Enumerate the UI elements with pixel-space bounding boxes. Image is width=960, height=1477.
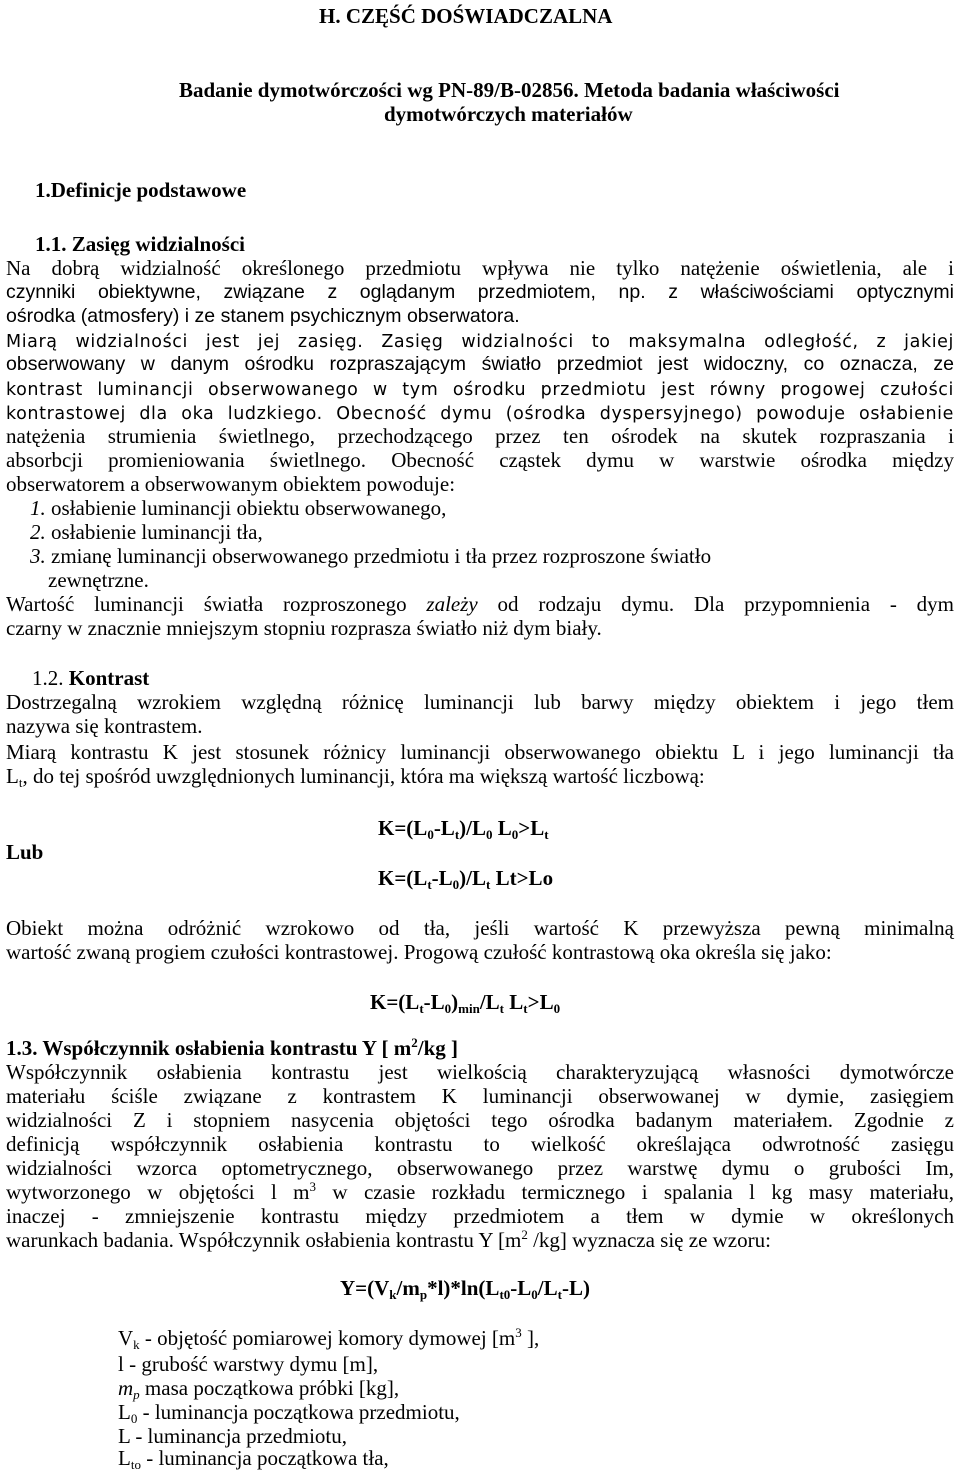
heading-text: /kg ] (417, 1036, 459, 1060)
formula-part: >L (527, 990, 554, 1014)
list-item (30, 496, 446, 520)
paragraph-fragment: kontrast luminancji obserwowanego w tym ośrodku przedmiotu jest równy progowej czułości (6, 380, 954, 400)
subscript: 0 (130, 1411, 138, 1426)
definition-text: - luminancja początkowa przedmiotu, (137, 1400, 460, 1424)
formula-part: -L (431, 866, 453, 890)
paragraph-line: Na dobrą widzialność określonego przedmiotu wpływa nie tylko natężenie oświetlenia, ale i (6, 256, 954, 280)
formula-part: >L (518, 816, 545, 840)
superscript: 3 (309, 1179, 317, 1194)
formula-part: )/L (459, 816, 486, 840)
paragraph-line: widzialności wzorca optometrycznego, obserwowanego przez warstwę dymu o grubości Im, (6, 1156, 954, 1180)
definition-text: - grubość warstwy dymu [m], (123, 1352, 379, 1376)
paragraph-line: inaczej - zmniejszenie kontrastu między przedmiotem a tłem w dymie w określonych (6, 1204, 954, 1228)
symbol: m (118, 1376, 134, 1400)
paragraph-line: Dostrzegalną wzrokiem względną różnicę luminancji lub barwy między obiektem i jego tłem (6, 690, 954, 714)
subscript: t (499, 1001, 505, 1016)
paragraph-fragment: kontrastowej dla oka ludzkiego. Obecność dymu (ośrodka dyspersyjnego) powoduje osłabienie (6, 404, 954, 424)
paragraph-line: Obiekt można odróżnić wzrokowo od tła, jeśli wartość K przewyższa pewną minimalną (6, 916, 954, 940)
heading-number: 1.3. (6, 1036, 38, 1060)
lub-label: Lub (6, 840, 44, 864)
text-run: Wartość luminancji światła rozproszonego (6, 592, 427, 616)
list-number: 2. (30, 520, 46, 544)
paragraph-line (6, 1180, 954, 1204)
heading-text: Współczynnik osłabienia kontrastu Y [ m (37, 1036, 412, 1060)
subscript: t (486, 877, 491, 892)
superscript: 3 (515, 1325, 522, 1340)
definition-item (118, 1352, 378, 1376)
paragraph-line (6, 376, 954, 402)
formula-part: -L (433, 816, 455, 840)
symbol: L (118, 1400, 131, 1424)
subscript: t (557, 1287, 562, 1302)
subscript: k (133, 1337, 140, 1352)
symbol: V (118, 1326, 134, 1350)
definition-text: - luminancja początkowa tła, (140, 1446, 389, 1470)
list-text: osłabienie luminancji tła, (45, 520, 263, 544)
paragraph-line: czynniki obiektywne, związane z oglądanym przedmiotem, np. z właściwościami optycznymi (6, 281, 954, 303)
section-heading-1-1: 1.1. Zasięg widzialności (35, 232, 246, 256)
formula-part: K=(L (378, 816, 428, 840)
paragraph-line: Współczynnik osłabienia kontrastu jest wielkością charakteryzującą własności dymotwórcze (6, 1060, 954, 1084)
formula-part: /L (537, 1276, 558, 1300)
formula-attenuation (340, 1276, 590, 1307)
paragraph-line: nazywa się kontrastem. (6, 714, 203, 738)
paragraph-line: czarny w znacznie mniejszym stopniu rozprasza światło niż dym biały. (6, 616, 602, 640)
formula-part: *l)*ln(L (427, 1276, 500, 1300)
emphasis: zależy (426, 592, 478, 616)
paragraph-line (6, 328, 954, 354)
subscript: t0 (499, 1287, 511, 1302)
subscript: 0 (444, 1001, 452, 1016)
subscript: t (454, 827, 460, 842)
formula-part: -L (423, 990, 445, 1014)
formula-part: Y=(V (340, 1276, 390, 1300)
doc-title-line1: Badanie dymotwórczości wg PN-89/B-02856. Metoda badania właściwości (179, 78, 840, 102)
paragraph-line: absorbcji promieniowania świetlnego. Obecność cząstek dymu w warstwie ośrodka między (6, 448, 954, 472)
definition-text: ], (521, 1326, 540, 1350)
subscript: t (523, 1001, 528, 1016)
paragraph-line: obserwatorem a obserwowanym obiektem powoduje: (6, 472, 456, 496)
list-item-continuation: zewnętrzne. (48, 568, 149, 592)
paragraph-fragment: Miarą widzialności jest jej zasięg. Zasięg widzialności to maksymalna odległość, z jakiej (6, 332, 954, 352)
formula-part: L (504, 990, 524, 1014)
text-run: w czasie rozkładu termicznego i spalania l kg masy materiału, (316, 1180, 954, 1204)
paragraph-line: widzialności Z i stopniem nasycenia objętości tego ośrodka badanym materiałem. Zgodnie z (6, 1108, 954, 1132)
definition-item (118, 1424, 347, 1448)
definition-text: - objętość pomiarowej komory dymowej [m (139, 1326, 516, 1350)
subscript: 0 (452, 877, 460, 892)
subscript: to (130, 1457, 141, 1472)
paragraph-line: definicją współczynnik osłabienia kontrastu to wielkość określająca odwrotność zasięgu (6, 1132, 954, 1156)
list-item (30, 520, 263, 544)
formula-contrast-2 (378, 866, 553, 897)
text-run: , do tej spośród uwzględnionych luminancji, która ma większą wartość liczbową: (22, 764, 705, 788)
part-title: H. CZĘŚĆ DOŚWIADCZALNA (319, 4, 613, 28)
definition-text: - luminancja przedmiotu, (130, 1424, 347, 1448)
subscript: 0 (553, 1001, 561, 1016)
superscript: 2 (521, 1227, 528, 1242)
list-text: osłabienie luminancji obiektu obserwowanego, (45, 496, 447, 520)
formula-part: -L) (561, 1276, 590, 1300)
text-run: warunkach badania. Współczynnik osłabienia kontrastu Y [m (6, 1228, 522, 1252)
subscript: p (133, 1387, 140, 1402)
symbol: L (6, 764, 19, 788)
formula-part: /L (479, 990, 500, 1014)
subscript: p (419, 1287, 428, 1302)
formula-part: -L (510, 1276, 532, 1300)
subscript: t (18, 775, 23, 790)
subscript: min (458, 1001, 480, 1016)
definition-text: masa początkowa próbki [kg], (139, 1376, 400, 1400)
paragraph-line: Miarą kontrastu K jest stosunek różnicy luminancji obserwowanego obiektu L i jego luminancji tła (6, 740, 954, 764)
heading-text: Kontrast (63, 666, 150, 690)
subscript: t (427, 877, 432, 892)
formula-part: ) (451, 990, 459, 1014)
section-heading-1-3 (6, 1036, 458, 1060)
definition-item (118, 1446, 389, 1477)
formula-part: K=(L (370, 990, 420, 1014)
formula-part: )/L (459, 866, 486, 890)
text-run: /kg] wyznacza się ze wzoru: (527, 1228, 771, 1252)
symbol: l (118, 1352, 124, 1376)
formula-part: K=(L (378, 866, 428, 890)
section-heading-1-2 (32, 666, 149, 690)
paragraph-line (6, 1228, 771, 1252)
list-number: 1. (30, 496, 46, 520)
subscript: 0 (427, 827, 434, 842)
paragraph-line (6, 400, 954, 426)
paragraph-line: wartość zwaną progiem czułości kontrastowej. Progową czułość kontrastową oka określa się jako: (6, 940, 832, 964)
paragraph-line: natężenia strumienia świetlnego, przechodzącego przez ten ośrodek na skutek rozpraszania i (6, 424, 954, 448)
list-item (30, 544, 711, 568)
formula-part: Lt>Lo (490, 866, 554, 890)
text-run: wytworzonego w objętości l m (6, 1180, 310, 1204)
symbol: L (118, 1424, 131, 1448)
formula-part: /m (396, 1276, 420, 1300)
paragraph-line (6, 764, 705, 795)
subscript: t (544, 827, 549, 842)
subscript: t (419, 1001, 424, 1016)
subscript: 0 (531, 1287, 538, 1302)
formula-threshold (370, 990, 560, 1021)
symbol: L (118, 1446, 131, 1470)
formula-part: L (492, 816, 512, 840)
paragraph-line: materiału ściśle związane z kontrastem K luminancji obserwowanej w dymie, zasięgiem (6, 1084, 954, 1108)
formula-contrast-1 (378, 816, 549, 847)
heading-number: 1.2. (32, 666, 64, 690)
text-run: od rodzaju dymu. Dla przypomnienia - dym (477, 592, 954, 616)
list-text: zmianę luminancji obserwowanego przedmiotu i tła przez rozproszone światło (45, 544, 712, 568)
doc-title-line2: dymotwórczych materiałów (384, 102, 633, 126)
paragraph-line: obserwowany w danym ośrodku rozpraszającym światło przedmiot jest widoczny, co oznacza, ze (6, 353, 954, 375)
subscript: 0 (486, 827, 493, 842)
list-number: 3. (30, 544, 46, 568)
superscript: 2 (411, 1035, 418, 1050)
subscript: 0 (511, 827, 519, 842)
paragraph-line (6, 592, 954, 616)
subscript: k (389, 1287, 397, 1302)
section-heading-1: 1.Definicje podstawowe (35, 178, 247, 202)
paragraph-line: ośrodka (atmosfery) i ze stanem psychicznym obserwatora. (6, 305, 520, 327)
